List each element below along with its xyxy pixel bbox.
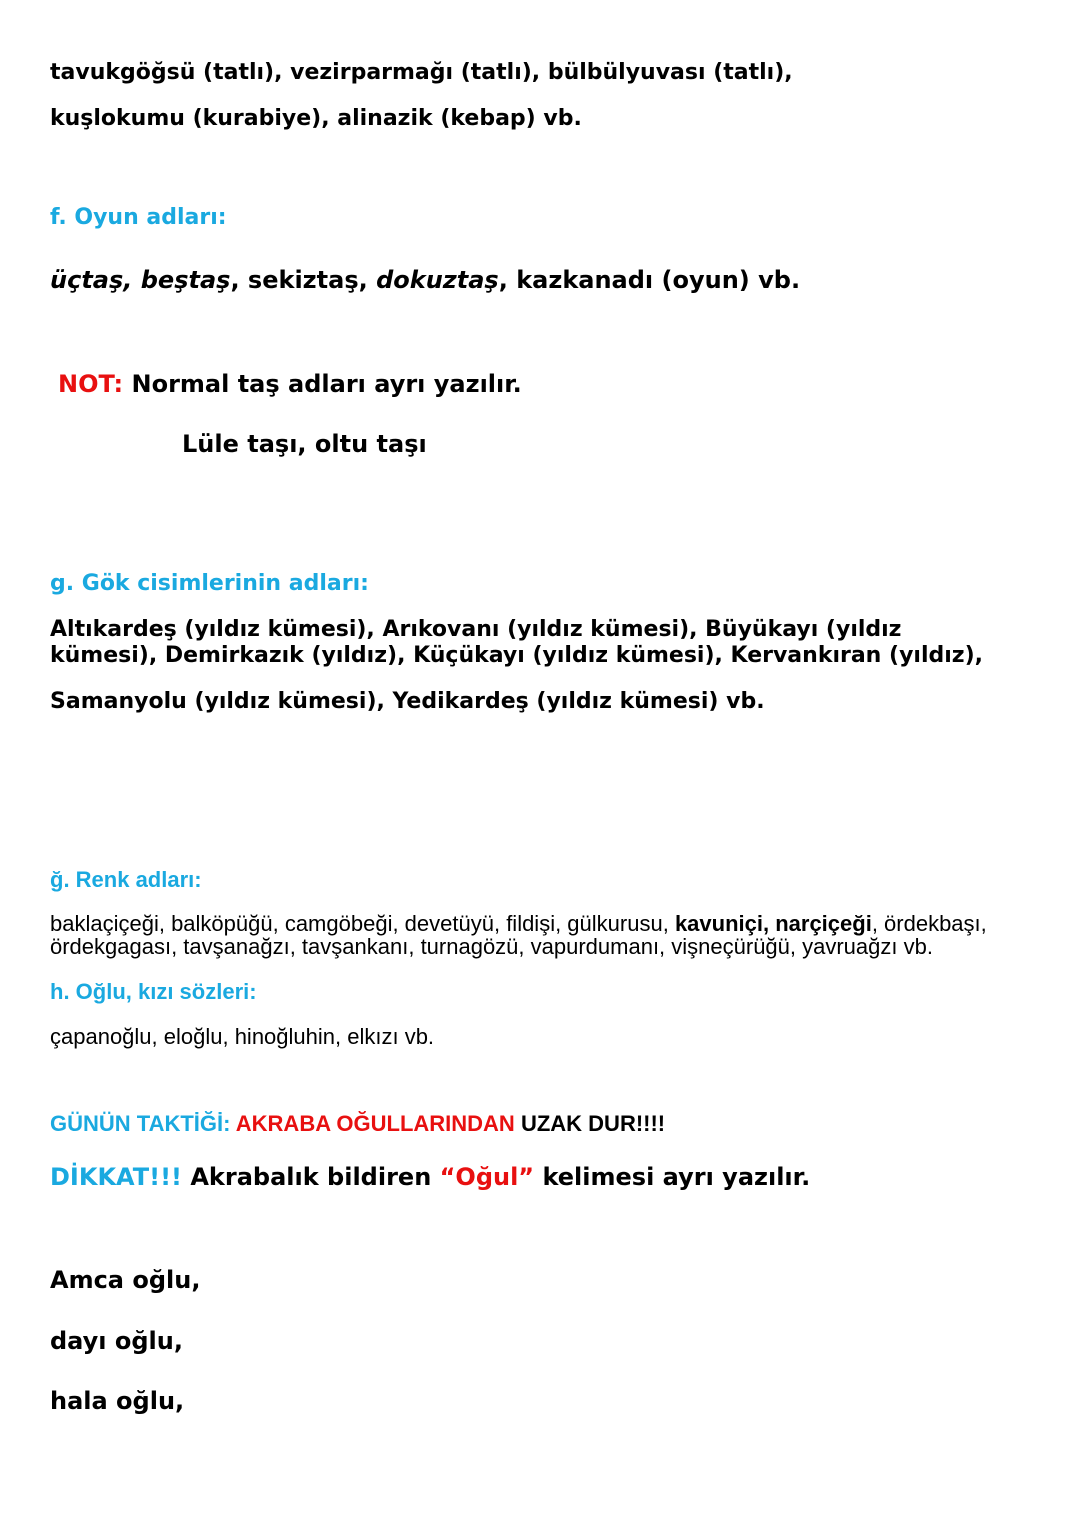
warning-text-b: kelimesi ayrı yazılır. (542, 1163, 811, 1191)
color-names-a: baklaçiçeği, balköpüğü, camgöbeği, devetüyü, fildişi, gülkurusu, (50, 911, 675, 936)
section-gh-heading: ğ. Renk adları: (50, 867, 202, 892)
game-item-dokuztas: dokuztaş (376, 266, 499, 294)
food-names-line-1: tavukgöğsü (tatlı), vezirparmağı (tatlı), bülbülyuvası (tatlı), (50, 60, 793, 85)
color-names-line-2: ördekgagası, tavşanağzı, tavşankanı, turnagözü, vapurdumanı, vişneçürüğü, yavruağzı vb. (50, 934, 933, 959)
note-example: Lüle taşı, oltu taşı (182, 430, 427, 458)
game-separator: , sekiztaş, (230, 266, 377, 294)
warning-line (50, 1163, 810, 1191)
celestial-line-2: kümesi), Demirkazık (yıldız), Küçükayı (yıldız kümesi), Kervankıran (yıldız), (50, 643, 983, 668)
tactic-red-text: AKRABA OĞULLARINDAN (235, 1111, 515, 1136)
warning-text-a: Akrabalık bildiren (190, 1163, 432, 1191)
warning-quoted-word: “Oğul” (439, 1163, 535, 1191)
section-f-heading: f. Oyun adları: (50, 205, 227, 230)
note-label: NOT: (58, 370, 124, 398)
game-names-line (50, 266, 800, 294)
example-amca: Amca oğlu, (50, 1266, 201, 1294)
game-names-rest: , kazkanadı (oyun) vb. (498, 266, 801, 294)
note-line (58, 370, 522, 398)
game-item-uctas: üçtaş, (50, 266, 133, 294)
section-g-heading: g. Gök cisimlerinin adları: (50, 571, 369, 596)
section-h-heading: h. Oğlu, kızı sözleri: (50, 979, 257, 1004)
color-names-b: , ördekbaşı, (871, 911, 987, 936)
example-hala: hala oğlu, (50, 1387, 185, 1415)
tactic-line (50, 1111, 665, 1137)
note-text: Normal taş adları ayrı yazılır. (131, 370, 522, 398)
celestial-line-3: Samanyolu (yıldız kümesi), Yedikardeş (yıldız kümesi) vb. (50, 689, 765, 714)
celestial-line-1: Altıkardeş (yıldız kümesi), Arıkovanı (yıldız kümesi), Büyükayı (yıldız (50, 617, 902, 642)
tactic-rest: UZAK DUR!!!! (520, 1111, 666, 1136)
food-names-line-2: kuşlokumu (kurabiye), alinazik (kebap) vb. (50, 106, 582, 131)
color-names-bold: kavuniçi, narçiçeği (674, 911, 872, 936)
example-dayi: dayı oğlu, (50, 1327, 183, 1355)
game-item-bestas: beştaş (140, 266, 231, 294)
tactic-label: GÜNÜN TAKTİĞİ: (50, 1111, 231, 1136)
son-daughter-words: çapanoğlu, eloğlu, hinoğluhin, elkızı vb. (50, 1024, 435, 1049)
warning-label: DİKKAT!!! (50, 1163, 182, 1191)
